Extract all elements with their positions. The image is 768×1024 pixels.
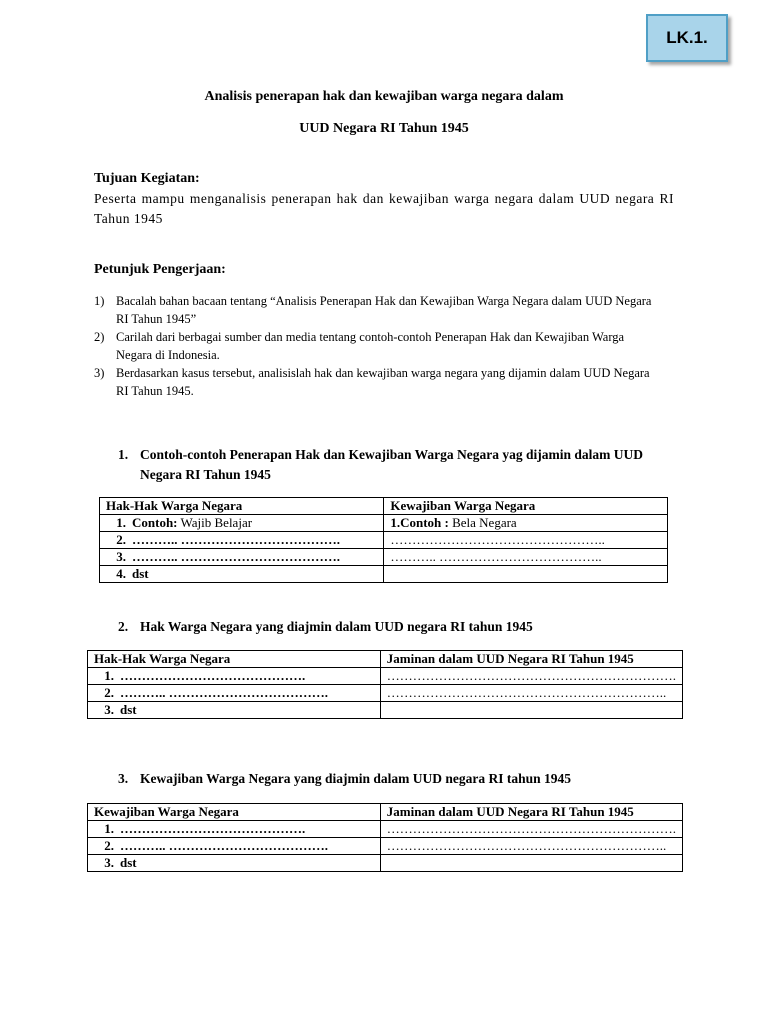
table-header-row: Hak-Hak Warga Negara Kewajiban Warga Negara (100, 498, 668, 515)
table-row: 1. ……………………………………. …………………………………………………………. (88, 821, 683, 838)
list-item: 2) Carilah dari berbagai sumber dan media tentang contoh-contoh Penerapan Hak dan Kewajiban Warga Negara di Indonesia. (94, 330, 625, 362)
document-title: Analisis penerapan hak dan kewajiban warga negara dalam (204, 89, 564, 104)
table-row: 2. ……….. ………………………………. ……………………………………………………….. (88, 838, 683, 855)
section2-title: 2. Hak Warga Negara yang diajmin dalam UUD negara RI tahun 1945 (118, 619, 533, 634)
table-row: 1. Contoh: Wajib Belajar 1.Contoh : Bela Negara (100, 515, 668, 532)
petunjuk-heading: Petunjuk Pengerjaan: (94, 262, 226, 277)
table-header-row: Hak-Hak Warga Negara Jaminan dalam UUD Negara RI Tahun 1945 (88, 651, 683, 668)
tujuan-text: Peserta mampu menganalisis penerapan hak dan kewajiban warga negara dalam UUD negara RI Tahun 1945 (94, 191, 674, 226)
section3-title: 3. Kewajiban Warga Negara yang diajmin dalam UUD negara RI tahun 1945 (118, 771, 572, 786)
tujuan-heading: Tujuan Kegiatan: (94, 171, 200, 186)
table-row: 3. dst (88, 702, 683, 719)
table-row: 3. ……….. ………………………………. ……….. ……………………………….. (100, 549, 668, 566)
table-row: 4. dst (100, 566, 668, 583)
table-row: 3. dst (88, 855, 683, 872)
worksheet-badge: LK.1. (646, 14, 728, 62)
section3-table (87, 803, 683, 872)
list-item: 1) Bacalah bahan bacaan tentang “Analisis Penerapan Hak dan Kewajiban Warga Negara dalam UUD Negara RI Tahun 1945” (94, 294, 652, 326)
document-subtitle: UUD Negara RI Tahun 1945 (299, 121, 469, 136)
table-row: 1. ……………………………………. …………………………………………………………. (88, 668, 683, 685)
table-row: 2. ……….. ………………………………. ………………………………………….. (100, 532, 668, 549)
section1-table (99, 497, 668, 583)
table-row: 2. ……….. ………………………………. ……………………………………………………….. (88, 685, 683, 702)
section2-table (87, 650, 683, 719)
section1-title: 1. Contoh-contoh Penerapan Hak dan Kewajiban Warga Negara yag dijamin dalam UUD Negara RI Tahun 1945 (118, 447, 644, 482)
table-header-row: Kewajiban Warga Negara Jaminan dalam UUD Negara RI Tahun 1945 (88, 804, 683, 821)
list-item: 3) Berdasarkan kasus tersebut, analisislah hak dan kewajiban warga negara yang dijamin dalam UUD Negara RI Tahun 1945. (94, 366, 650, 398)
petunjuk-list (94, 292, 654, 400)
